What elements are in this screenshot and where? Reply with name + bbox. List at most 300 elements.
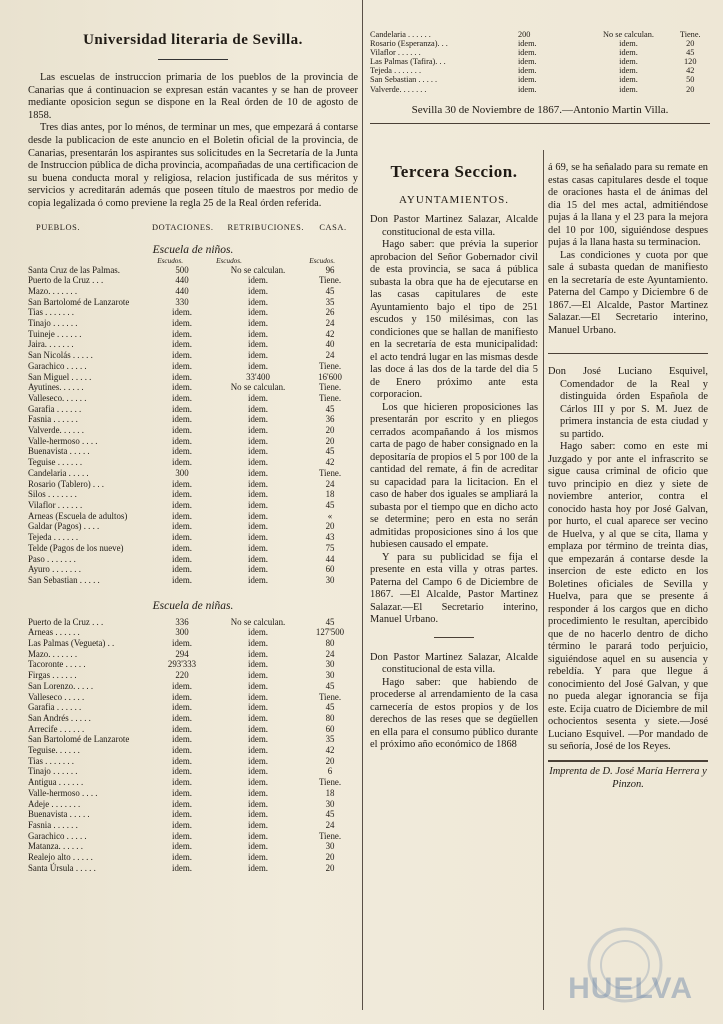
table-row [28,756,358,767]
retribucion-cell: idem. [248,670,268,681]
dotacion-cell: idem. [517,84,537,94]
casa-cell: 36 [325,414,335,425]
table-row [28,649,358,660]
retribucion-cell: idem. [248,798,268,809]
table-row [28,393,358,404]
column-right [548,162,708,791]
table-row [28,521,358,532]
casa-cell: 24 [325,350,335,361]
town-cell: Ayuro . . . . . . . [28,564,81,575]
town-cell: Santa Úrsula . . . . . [28,862,96,873]
casa-cell: 24 [325,819,335,830]
dotacion-cell: idem. [172,489,192,500]
dotacion-cell: idem. [172,766,192,777]
dotacion-cell: idem. [172,414,192,425]
town-cell: Vilaflor . . . . . . [28,500,83,510]
table-row [28,372,358,383]
casa-cell: 20 [325,755,335,766]
casa-cell: Tiene. [318,392,342,403]
table-row [28,627,358,638]
announcement-1-body-2: Los que hicieren proposiciones las presentarán por escrito y en pliegos cerrados acompañando á los mismos carta de pago de haber consignado en la depositaría de propios el 5 por 100 de la cantidad del remate, á fin de acreditar su capacidad para la licitacion. En el caso de haber dos iguales se ampliará la subasta por el tiempo que en dicho acto se determine; pero en esta no serán admitidas proposiciones sino á los que hubiesen causado el empate. [370,401,538,550]
table-row [28,638,358,649]
casa-cell: 24 [325,318,335,329]
dotacion-cell: 220 [175,670,189,681]
dotacion-cell: idem. [172,755,192,766]
announcement-3-body: Hago saber: como en este mi Juzgado y por ante el infrascrito se sigue causa criminal de oficio que tuvo principio en diez y siete de noviembre anterior, contra el conocido hasta hoy por José Galvan, por hurto, el cual aparece ser vecino de Huelva, y al que se cita, llama y emplaza por término de treinta dias, que empezarán á contarse desde la insercion de este edicto en los Boletines oficiales de Sevilla y Huelva, para que se presente á responder á los cargos que en dicho procedimiento le resultan, apercibido que de no hacerlo dentro de dicho término le parará todo perjuicio, siguiéndose aquel en su ausencia y rebeldía. Y para que llegue á conocimiento del José Galvan, y que no pueda alegar ignorancia se fija este. Ecija cuatro de Diciembre de mil ochocientos sesenta y siete.—José Luciano Esquivel. —Por mandado de su señoría, José de los Reyes. [548,441,708,752]
dotacion-cell: idem. [172,318,192,329]
casa-cell: Tiene. [318,830,342,841]
table-row [28,468,358,479]
dotacion-cell: idem. [517,57,537,67]
announcement-1-body-1: Hago saber: que prévia la superior aprobacion del Señor Gobernador civil de esta provincia, se saca á pública subasta la obra que ha de ejecutarse en las casas capitulares de este Ayuntamiento bajo el tipo de 251 escudos y 150 milésimas, con las condiciones que se hallan de manifiesto en la secretaría de esta municipalidad: el acto tendrá lugar en las mismas desde las doce á las dos de la tarde del dia 5 de Enero próximo ante esta corporacion. [370,239,538,400]
casa-cell: 60 [325,723,335,734]
column-middle [370,0,538,752]
dotacion-cell: idem. [172,564,192,575]
casa-cell: 20 [325,862,335,873]
town-cell: Tejeda . . . . . . . [370,66,422,76]
dotacion-cell: 293'333 [167,659,197,670]
dotacion-cell: idem. [172,425,192,436]
casa-cell: 45 [325,680,335,691]
dotacion-cell: idem. [172,403,192,414]
dotacion-cell: 300 [175,627,189,638]
table-row [28,734,358,745]
retribucion-cell: idem. [248,521,268,532]
casa-cell: Tiene. [318,777,342,788]
town-cell: Mazo. . . . . . . [28,648,78,659]
town-cell: San Bartolomé de Lanzarote [28,296,130,307]
imprenta-rule [548,760,708,762]
dotacion-cell: idem. [172,532,192,543]
town-cell: Puerto de la Cruz . . . [28,616,104,627]
casa-cell: Tiene. [318,275,342,286]
dotacion-cell: idem. [517,39,537,49]
retribucion-cell: idem. [248,307,268,318]
table-row [28,446,358,457]
column-rule-2 [543,150,544,1010]
table-row [28,799,358,810]
retribucion-cell: idem. [248,702,268,713]
retribucion-cell: idem. [248,446,268,457]
casa-cell: 20 [686,84,695,94]
dotacion-cell: 336 [175,616,189,627]
town-cell: Matanza. . . . . . [28,841,83,852]
dotacion-cell: idem. [172,350,192,361]
retribucion-cell: No se calculan. [230,616,286,627]
dotacion-cell: idem. [172,787,192,798]
town-cell: Tacoronte . . . . . [28,659,86,670]
announcement-2-header: Don Pastor Martinez Salazar, Alcalde constitucional de esta villa. [370,651,538,675]
table-row [28,318,358,329]
retribucion-cell: idem. [248,648,268,659]
table-row [28,863,358,874]
town-cell: Valleseco. . . . . . [28,392,87,403]
table-row [28,852,358,863]
town-cell: Buenavista . . . . . [28,809,90,820]
table-row [28,809,358,820]
town-cell: Valleseco . . . . . [28,691,85,702]
town-cell: Jaira. . . . . . . [28,339,74,350]
casa-cell: 42 [325,457,335,468]
town-cell: San Bartolomé de Lanzarote [28,734,130,745]
casa-cell: 75 [325,542,335,553]
town-cell: San Lorenzo. . . . . [28,680,94,691]
table-row [28,766,358,777]
short-divider [434,637,474,638]
retribucion-cell: idem. [248,766,268,777]
town-cell: Arneas (Escuela de adultos) [28,510,128,521]
casa-cell: 45 [325,446,335,457]
announcement-2-continuation-1: á 69, se ha señalado para su remate en estas casas capitulares desde el toque de oraciones hasta el de ánimas del dia 15 del mes actal, admitiéndose pujas á la llana y el 23 para la mejora del 10 por 100, siguiéndose despues pujas á la llana hasta su terminacion. [548,162,708,248]
table-row [28,511,358,522]
table-column-headers [28,223,358,232]
table-row [28,457,358,468]
casa-cell: Tiene. [318,467,342,478]
retribucion-cell: idem. [248,510,268,521]
retribucion-cell: idem. [248,659,268,670]
retribucion-cell: idem. [248,467,268,478]
town-cell: Valverde. . . . . . . [370,84,427,94]
table-row [28,724,358,735]
dotacion-cell: idem. [172,745,192,756]
retribucion-cell: idem. [248,564,268,575]
dotacion-cell: idem. [172,691,192,702]
dotacion-cell: idem. [172,510,192,521]
university-signature: Sevilla 30 de Noviembre de 1867.—Antonio Martin Villa. [411,103,669,116]
dotacion-cell: 294 [175,648,189,659]
retribucion-cell: idem. [248,296,268,307]
town-cell: Rosario (Esperanza). . . [370,39,448,49]
town-cell: Las Palmas (Vegueta) . . [28,638,115,649]
announcement-1-header: Don Pastor Martinez Salazar, Alcalde constitucional de esta villa. [370,214,538,238]
page-title: Universidad literaria de Sevilla. [83,32,303,48]
retribucion-cell: idem. [248,360,268,371]
unit-retribuciones: Escudos. [216,256,242,265]
dotacion-cell: idem. [172,712,192,723]
unit-casa: Escudos. [309,256,335,265]
retribucion-cell: idem. [248,457,268,468]
town-cell: Las Palmas (Tafira). . . [370,57,446,67]
town-cell: Valle-hermoso . . . . [28,435,98,446]
dotacion-cell: idem. [172,638,192,649]
retribucion-cell: idem. [248,680,268,691]
town-cell: Arneas . . . . . . [28,627,80,638]
casa-cell: 16'600 [318,371,342,382]
dotacion-cell: idem. [172,382,192,393]
town-cell: Garachico . . . . . [28,830,87,841]
town-cell: Vilaflor . . . . . . [370,48,421,58]
ornament-divider [158,59,228,60]
retribucion-cell: No se calculan. [230,264,286,275]
town-cell: Rosario (Tablero) . . . [28,478,105,489]
table-row [28,307,358,318]
town-cell: Silos . . . . . . . [28,489,77,500]
casa-cell: 45 [325,702,335,713]
retribucion-cell: 33'400 [246,371,270,382]
casa-cell: 45 [325,616,335,627]
retribucion-cell: idem. [248,723,268,734]
casa-cell: 50 [686,75,695,85]
table-row [28,702,358,713]
town-cell: Garafia . . . . . . [28,403,82,414]
intro-paragraph-2: Tres dias antes, por lo ménos, de terminar un mes, que empezará á contarse desde la publicacion de este anuncio en el Boletin oficial de la provincia, de Canarias, presentarán los aspirantes sus solicitudes en la Secretaría de la Junta de Instruccion pública de dicha provincia, acompañadas de una certificacion de su buena conducta moral y religiosa, relacion justificada de sus méritos y servicios y acreditarán además que poseen título de maestros por medio de copia legalizada ó como previene la regla 25 de la Real órden referida. [28,122,358,209]
retribucion-cell: No se calculan. [230,382,286,393]
casa-cell: 18 [325,489,335,500]
dotacion-cell: idem. [172,734,192,745]
announcement-3-header: Don José Luciano Esquivel, Comendador de la Real y distinguida órden Española de Cárlos III y por S. M. Juez de primera instancia de esta ciudad y su partido. [548,366,708,440]
casa-cell: 30 [325,841,335,852]
table-row [28,500,358,511]
dotacion-cell: idem. [172,457,192,468]
imprenta-credit: Imprenta de D. José María Herrera y Pinzon. [549,765,707,790]
town-cell: Fasnia . . . . . . [28,819,78,830]
retribucion-cell: idem. [248,532,268,543]
dotacion-cell: idem. [172,478,192,489]
retribucion-cell: idem. [248,275,268,286]
table-row [28,831,358,842]
dotacion-cell: idem. [517,75,537,85]
retribucion-cell: idem. [248,574,268,585]
table-row [28,659,358,670]
town-cell: Tuineje . . . . . . [28,328,82,339]
retribucion-cell: idem. [248,328,268,339]
table-row [28,841,358,852]
dotacion-cell: idem. [172,542,192,553]
town-cell: Adeje . . . . . . . [28,798,81,809]
retribucion-cell: idem. [248,745,268,756]
dotacion-cell: idem. [172,339,192,350]
casa-cell: 20 [325,435,335,446]
town-cell: San Sebastian . . . . . [28,574,100,585]
dotacion-cell: idem. [172,500,192,510]
retribucion-cell: idem. [248,489,268,500]
archive-watermark: HUELVA [568,972,693,1005]
dotacion-cell: idem. [172,819,192,830]
retribucion-cell: idem. [248,841,268,852]
casa-cell: 45 [325,403,335,414]
retribucion-cell: idem. [248,852,268,863]
table-row [28,777,358,788]
casa-cell: 44 [325,553,335,564]
retribucion-cell: idem. [248,285,268,296]
retribucion-cell: idem. [248,691,268,702]
table-row [28,670,358,681]
casa-cell: 35 [325,296,335,307]
town-cell: Buenavista . . . . . [28,446,90,457]
casa-cell: Tiene. [318,382,342,393]
announcement-2-body: Hago saber: que habiendo de procederse al arrendamiento de la casa carnecería de estos propios y de los derechos de las reses que se degüellen en ella para el consumo público durante el próximo año económico de 1868 [370,676,538,750]
announcement-2-continuation-2: Las condiciones y cuota por que sale á subasta quedan de manifiesto en la secretaría de este Ayuntamiento. Paterna del Campo y Diciembre 6 de 1867.—El Alcalde, Pastor Martinez Salazar.—El Secretario interino, Manuel Urbano. [548,249,708,336]
retribucion-cell: idem. [619,39,638,49]
table-row [28,489,358,500]
casa-cell: 80 [325,638,335,649]
units-row [28,257,358,265]
table-row [28,713,358,724]
dotacion-cell: idem. [172,777,192,788]
table-row [28,414,358,425]
dotacion-cell: idem. [172,852,192,863]
retribucion-cell: idem. [248,478,268,489]
header-pueblos: PUEBLOS. [36,222,81,232]
unit-dotaciones: Escudos. [157,256,183,265]
casa-cell: 30 [325,659,335,670]
dotacion-cell: idem. [172,702,192,713]
town-cell: Tias . . . . . . . [28,755,75,766]
casa-cell: 42 [686,66,695,76]
dotacion-cell: idem. [172,553,192,564]
table-row [28,286,358,297]
casa-cell: 30 [325,670,335,681]
town-cell: Tias . . . . . . . [28,307,75,318]
retribucion-cell: idem. [248,819,268,830]
retribucion-cell: idem. [619,57,638,67]
table-row [28,479,358,490]
retribucion-cell: idem. [248,553,268,564]
retribucion-cell: idem. [248,425,268,436]
casa-cell: 127'500 [315,627,345,638]
table-row [28,297,358,308]
town-cell: Arrecife . . . . . . [28,723,85,734]
town-cell: Antigua . . . . . . [28,777,84,788]
casa-cell: 20 [325,425,335,436]
town-cell: Puerto de la Cruz . . . [28,275,104,286]
boys-school-heading: Escuela de niños. [152,243,234,256]
casa-cell: « [327,510,333,521]
town-cell: Tinajo . . . . . . [28,766,78,777]
dotacion-cell: idem. [172,862,192,873]
retribucion-cell: idem. [248,712,268,723]
table-row [28,681,358,692]
intro-paragraph-1: Las escuelas de instruccion primaria de los pueblos de la provincia de Canarias que á continuacion se expresan están vacantes y se han de proveer mediante oposicion segun se dispone en la Real órden de 10 de agosto de 1858. [28,72,358,121]
town-cell: Garachico . . . . . [28,360,87,371]
retribucion-cell: idem. [248,830,268,841]
table-row [28,329,358,340]
retribucion-cell: idem. [619,48,638,58]
casa-cell: 6 [327,766,333,777]
announcement-1-body-3: Y para su publicidad se fija el presente en esta villa y otras partes. Paterna del Campo 6 de Diciembre de 1867. —El Alcalde, Pastor Martinez Salazar.—El Secretario interino, Manuel Urbano. [370,551,538,625]
dotacion-cell: idem. [172,446,192,457]
casa-cell: 80 [325,712,335,723]
town-cell: Valle-hermoso . . . . [28,787,98,798]
retribucion-cell: idem. [248,777,268,788]
town-cell: Telde (Pagos de los nueve) [28,542,124,553]
table-row [28,692,358,703]
dotacion-cell: idem. [172,371,192,382]
town-cell: Candelaria . . . . . [28,467,89,478]
casa-cell: 42 [325,745,335,756]
divider-right [548,353,708,354]
table-row [28,265,358,276]
dotacion-cell: 440 [175,275,189,286]
table-row [28,382,358,393]
retribucion-cell: idem. [619,66,638,76]
casa-cell: 30 [325,798,335,809]
dotacion-cell: idem. [172,307,192,318]
girls-school-heading: Escuela de niñas. [152,599,234,612]
retribucion-cell: No se calculan. [603,30,654,39]
dotacion-cell: idem. [172,723,192,734]
retribucion-cell: idem. [619,84,638,94]
retribucion-cell: idem. [248,542,268,553]
casa-cell: 26 [325,307,335,318]
column-left [28,0,358,874]
dotacion-cell: idem. [172,435,192,446]
retribucion-cell: idem. [248,403,268,414]
table-row [28,532,358,543]
dotacion-cell: idem. [517,48,537,58]
header-dotaciones: DOTACIONES. [152,222,214,232]
casa-cell: 20 [325,852,335,863]
header-casa: CASA. [319,222,347,232]
casa-cell: 20 [686,39,695,49]
casa-cell: 45 [325,285,335,296]
dotacion-cell: idem. [517,66,537,76]
dotacion-cell: idem. [172,360,192,371]
table-row [28,275,358,286]
town-cell: Tejeda . . . . . . [28,532,79,543]
casa-cell: 45 [686,48,695,58]
town-cell: Valverde. . . . . . [28,425,84,436]
table-row [28,788,358,799]
dotacion-cell: 300 [175,467,189,478]
casa-cell: 20 [325,521,335,532]
table-row [28,436,358,447]
casa-cell: 96 [325,264,335,275]
retribucion-cell: idem. [248,627,268,638]
table-row [28,575,358,586]
retribucion-cell: idem. [248,809,268,820]
casa-cell: 24 [325,478,335,489]
casa-cell: 43 [325,532,335,543]
town-cell: Teguise . . . . . . [28,457,83,468]
dotacion-cell: 330 [175,296,189,307]
table-row [28,564,358,575]
retribucion-cell: idem. [248,414,268,425]
town-cell: Paso . . . . . . . [28,553,76,564]
table-row [28,350,358,361]
retribucion-cell: idem. [248,392,268,403]
retribucion-cell: idem. [619,75,638,85]
retribucion-cell: idem. [248,318,268,329]
town-cell: Firgas . . . . . . [28,670,77,681]
casa-cell: Tiene. [318,360,342,371]
table-row [28,820,358,831]
town-cell: Tinajo . . . . . . [28,318,78,329]
dotacion-cell: idem. [172,809,192,820]
town-cell: Santa Cruz de las Palmas. [28,264,120,275]
casa-cell: 18 [325,787,335,798]
dotacion-cell: 200 [517,30,531,39]
table-row [28,554,358,565]
girls-schools-table [28,617,358,874]
retribucion-cell: idem. [248,435,268,446]
boys-schools-table [28,265,358,586]
casa-cell: 45 [325,500,335,510]
casa-cell: 35 [325,734,335,745]
town-cell: San Sebastian . . . . . [370,75,438,85]
dotacion-cell: idem. [172,798,192,809]
town-cell: Garafia . . . . . . [28,702,82,713]
dotacion-cell: 440 [175,285,189,296]
casa-cell: 30 [325,574,335,585]
retribucion-cell: idem. [248,734,268,745]
dotacion-cell: idem. [172,521,192,532]
section-title: Tercera Seccion. [390,162,518,181]
retribucion-cell: idem. [248,787,268,798]
casa-cell: 40 [325,339,335,350]
retribucion-cell: idem. [248,500,268,510]
dotacion-cell: idem. [172,841,192,852]
